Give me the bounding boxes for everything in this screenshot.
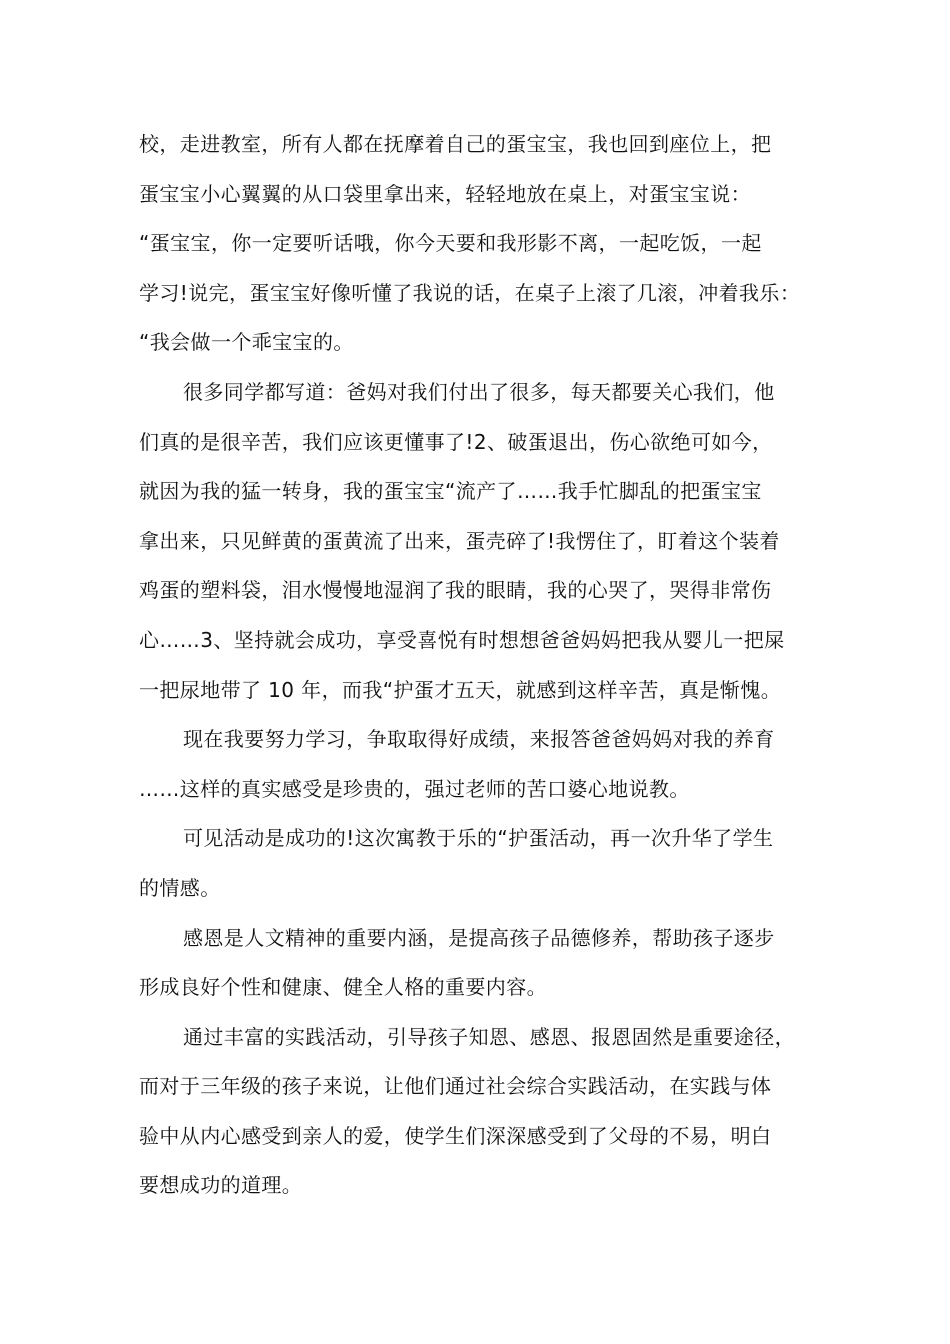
text-line: 们真的是很辛苦，我们应该更懂事了!2、破蛋退出，伤心欲绝可如今，: [139, 429, 773, 454]
text-line: 很多同学都写道：爸妈对我们付出了很多，每天都要关心我们，他: [183, 379, 775, 404]
paragraph: [139, 368, 859, 715]
text-line: “我会做一个乖宝宝的。: [139, 330, 354, 355]
paragraph: [139, 715, 859, 814]
text-line: 验中从内心感受到亲人的爱，使学生们深深感受到了父母的不易，明白: [139, 1123, 772, 1148]
paragraph: [139, 914, 859, 1013]
text-line: 现在我要努力学习，争取取得好成绩，来报答爸爸妈妈对我的养育: [183, 727, 775, 752]
text-line: 的情感。: [139, 875, 221, 900]
text-line: 通过丰富的实践活动，引导孩子知恩、感恩、报恩固然是重要途径，: [183, 1024, 795, 1049]
text-line: ……这样的真实感受是珍贵的，强过老师的苦口婆心地说教。: [139, 776, 690, 801]
document-body: [139, 120, 859, 1211]
text-line: 感恩是人文精神的重要内涵，是提高孩子品德修养，帮助孩子逐步: [183, 925, 775, 950]
paragraph: [139, 814, 859, 913]
paragraph: [139, 120, 859, 368]
text-line: 蛋宝宝小心翼翼的从口袋里拿出来，轻轻地放在桌上，对蛋宝宝说：: [139, 181, 751, 206]
text-line: 校，走进教室，所有人都在抚摩着自己的蛋宝宝，我也回到座位上，把: [139, 132, 772, 156]
text-line: 就因为我的猛一转身，我的蛋宝宝“流产了……我手忙脚乱的把蛋宝宝: [139, 479, 762, 504]
text-line: 一把尿地带了 10 年，而我“护蛋才五天，就感到这样辛苦，真是惭愧。: [139, 677, 782, 702]
text-line: 心……3、坚持就会成功，享受喜悦有时想想爸爸妈妈把我从婴儿一把屎: [139, 627, 785, 652]
text-line: “蛋宝宝，你一定要听话哦，你今天要和我形影不离，一起吃饭，一起: [139, 231, 762, 256]
text-line: 学习!说完，蛋宝宝好像听懂了我说的话，在桌子上滚了几滚，冲着我乐：: [139, 280, 801, 305]
text-line: 形成良好个性和健康、健全人格的重要内容。: [139, 975, 547, 1000]
text-line: 鸡蛋的塑料袋，泪水慢慢地湿润了我的眼睛，我的心哭了，哭得非常伤: [139, 578, 772, 603]
text-line: 拿出来，只见鲜黄的蛋黄流了出来，蛋壳碎了!我愣住了，盯着这个装着: [139, 528, 780, 553]
text-line: 要想成功的道理。: [139, 1173, 303, 1198]
paragraph: [139, 1013, 859, 1211]
text-line: 而对于三年级的孩子来说，让他们通过社会综合实践活动，在实践与体: [139, 1074, 772, 1099]
text-line: 可见活动是成功的!这次寓教于乐的“护蛋活动，再一次升华了学生: [183, 826, 774, 851]
